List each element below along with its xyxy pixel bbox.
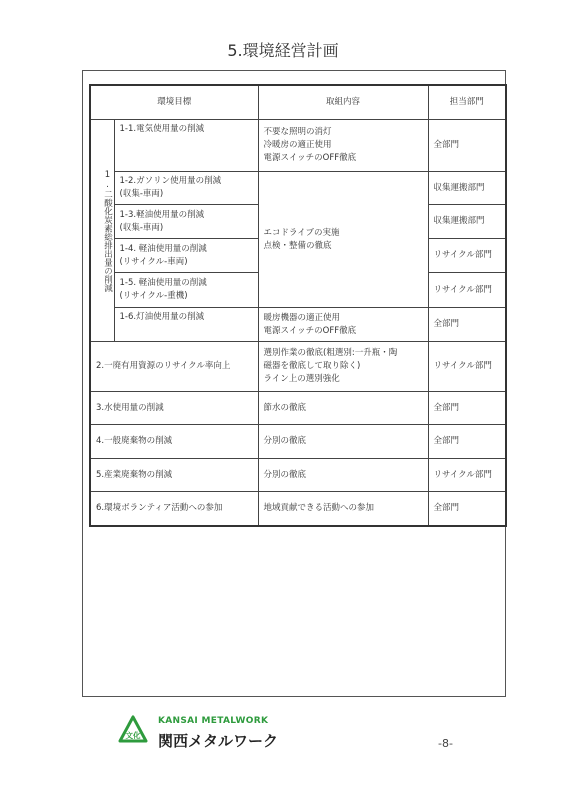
table-row <box>90 172 506 205</box>
action-cell <box>258 172 428 308</box>
page-number: -8- <box>438 737 453 750</box>
action-cell: 節水の徹底 <box>258 392 428 425</box>
dept-cell: リサイクル部門 <box>428 273 506 308</box>
action-text: 選別作業の徹底(粗選別:一升瓶・陶 <box>263 348 398 359</box>
dept-cell: 収集運搬部門 <box>428 205 506 239</box>
table-row <box>90 308 506 342</box>
action-cell <box>258 120 428 172</box>
goal-cell <box>114 172 258 205</box>
action-text: 冷暖房の適正使用 <box>263 140 332 151</box>
action-text: エコドライブの実施 <box>263 227 340 238</box>
header-dept: 担当部門 <box>428 85 506 120</box>
goal-cell <box>114 239 258 273</box>
goal-text: 1-3.軽油使用量の削減 <box>119 209 205 220</box>
goal-text: (リサイクル-車両) <box>119 256 188 267</box>
action-text: 電源スイッチのOFF徹底 <box>263 325 357 336</box>
dept-cell: 全部門 <box>428 425 506 459</box>
action-cell <box>258 308 428 342</box>
goal-cell: 4.一般廃棄物の削減 <box>90 425 258 459</box>
goal-text: 1-5. 軽油使用量の削減 <box>119 278 207 289</box>
header-goal: 環境目標 <box>90 85 258 120</box>
goal-cell <box>114 273 258 308</box>
goal-cell: 2.一廃有用資源のリサイクル率向上 <box>90 342 258 392</box>
action-cell: 地域貢献できる活動への参加 <box>258 492 428 526</box>
table-row <box>90 459 506 492</box>
dept-cell: 全部門 <box>428 492 506 526</box>
table-row <box>90 342 506 392</box>
goal-text: 1-2.ガソリン使用量の削減 <box>119 176 222 187</box>
action-text: ライン上の選別強化 <box>263 373 340 384</box>
goal-text: 1-6.灯油使用量の削減 <box>119 312 205 322</box>
goal-cell <box>114 308 258 342</box>
goal-cell: 6.環境ボランティア活動への参加 <box>90 492 258 526</box>
recycle-logo-icon <box>118 715 148 745</box>
goal-text: 1-1.電気使用量の削減 <box>119 124 205 134</box>
action-text: 点検・整備の徹底 <box>263 240 332 251</box>
action-cell <box>258 342 428 392</box>
action-text: 電源スイッチのOFF徹底 <box>263 152 357 163</box>
table-row <box>90 120 506 172</box>
dept-cell: リサイクル部門 <box>428 459 506 492</box>
goal-text: (リサイクル-重機) <box>119 291 188 301</box>
page-title: 5.環境経営計画 <box>227 41 339 60</box>
dept-cell: 全部門 <box>428 120 506 172</box>
brand-name-japanese: 関西メタルワーク <box>158 732 279 750</box>
goal-cell <box>114 120 258 172</box>
action-text: 暖房機器の適正使用 <box>263 312 341 323</box>
environment-plan-table <box>89 84 507 527</box>
action-cell: 分別の徹底 <box>258 459 428 492</box>
goal-cell: 5.産業廃棄物の削減 <box>90 459 258 492</box>
action-text: 不要な照明の消灯 <box>263 127 332 138</box>
action-text: 磁器を徹底して取り除く) <box>263 361 361 372</box>
dept-cell: リサイクル部門 <box>428 239 506 273</box>
action-cell: 分別の徹底 <box>258 425 428 459</box>
goal-cell: 3.水使用量の削減 <box>90 392 258 425</box>
logo-text: 文化 <box>125 731 141 740</box>
table-row <box>90 492 506 526</box>
goal-text: 1-4. 軽油使用量の削減 <box>119 243 207 254</box>
dept-cell: 全部門 <box>428 308 506 342</box>
dept-cell: 全部門 <box>428 392 506 425</box>
group-label-co2: 1.二酸化炭素総排出量の削減 <box>90 120 114 342</box>
goal-cell <box>114 205 258 239</box>
table-row <box>90 392 506 425</box>
table-row <box>90 425 506 459</box>
goal-text: (収集-車両) <box>119 189 164 199</box>
dept-cell: リサイクル部門 <box>428 342 506 392</box>
goal-text: (収集-車両) <box>119 222 164 233</box>
dept-cell: 収集運搬部門 <box>428 172 506 205</box>
header-action: 取組内容 <box>258 85 428 120</box>
brand-name-english: KANSAI METALWORK <box>158 716 269 726</box>
table-header-row <box>90 85 506 120</box>
